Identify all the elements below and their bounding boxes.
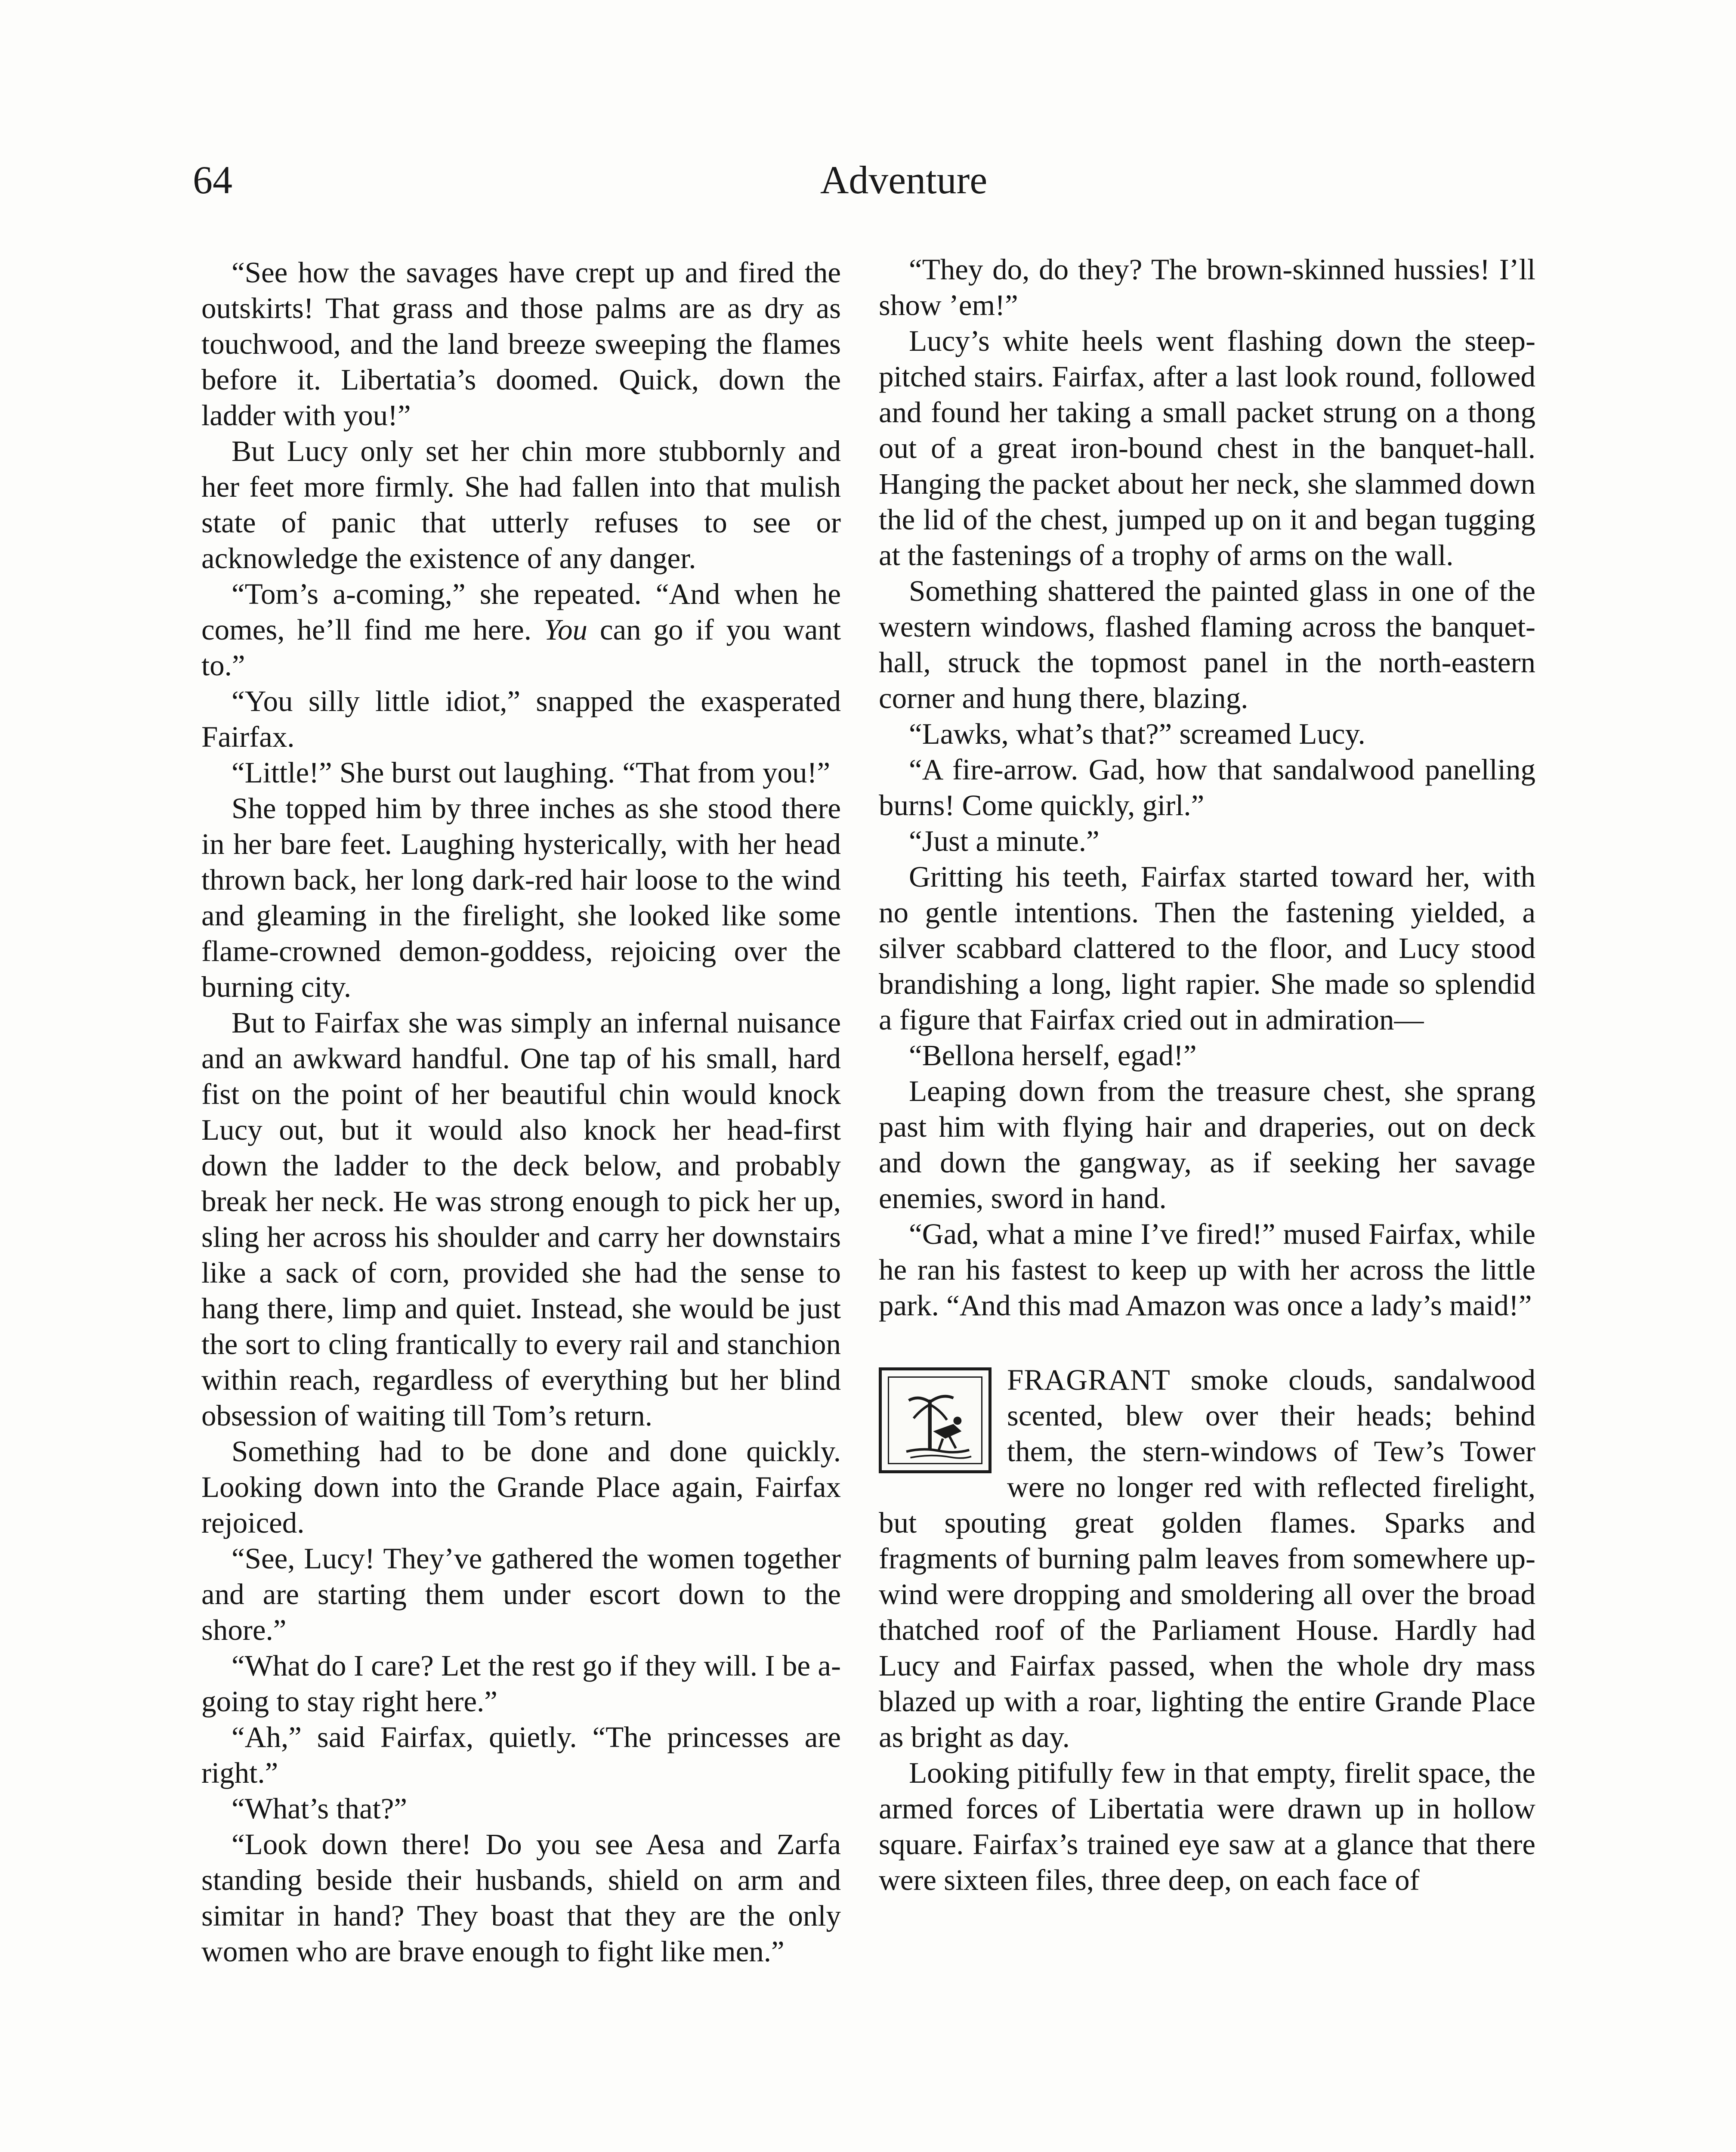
- paragraph: “What do I care? Let the rest go if they will. I be a-going to stay right here.”: [201, 1649, 841, 1718]
- paragraph: “Little!” She burst out laughing. “That from you!”: [232, 756, 831, 789]
- section-body-text: smoke clouds, sandalwood scented, blew over their heads; behind them, the stern-windows of Tew’s Tower were no longer red with reflected firelight, but spouting great golden flames. Sparks and fragments of burning palm leaves from somewhere up-wind were dropping and smoldering all over the broad thatched roof of the Parliament House. Hardly had Lucy and Fairfax passed, when the whole dry mass blazed up with a roar, lighting the entire Grande Place as bright as day.: [879, 1364, 1535, 1753]
- paragraph: “What’s that?”: [232, 1792, 408, 1825]
- paragraph: [201, 576, 841, 683]
- paragraph: “Gad, what a mine I’ve fired!” mused Fairfax, while he ran his fastest to keep up with her across the little park. “And this mad Amazon was once a lady’s maid!”: [879, 1218, 1535, 1322]
- paragraph: “Bellona herself, egad!”: [909, 1039, 1197, 1072]
- paragraph: “Ah,” said Fairfax, quietly. “The princesses are right.”: [201, 1721, 841, 1789]
- paragraph: “Just a minute.”: [909, 825, 1100, 857]
- section-lead-word: FRAGRANT: [1007, 1364, 1171, 1396]
- paragraph: “You silly little idiot,” snapped the exasperated Fairfax.: [201, 685, 841, 753]
- running-title: Adventure: [820, 158, 988, 202]
- ornamental-initial-icon: [879, 1367, 992, 1473]
- page-number: 64: [193, 158, 232, 202]
- paragraph: But to Fairfax she was simply an infernal nuisance and an awkward handful. One tap of his small, hard fist on the point of her beautiful chin would knock Lucy out, but it would also knock her head-first down the ladder to the deck below, and probably break her neck. He was strong enough to pick her up, sling her across his shoulder and carry her downstairs like a sack of corn, provided she had the sense to hang there, limp and quiet. Instead, she would be just the sort to cling frantically to every rail and stanchion within reach, regardless of everything but her blind obsession of waiting till Tom’s return.: [201, 1006, 841, 1432]
- right-column: [879, 252, 1535, 1898]
- paragraph: Lucy’s white heels went flashing down the steep-pitched stairs. Fairfax, after a last look round, followed and found her taking a small packet strung on a thong out of a great iron-bound chest in the banquet-hall. Hanging the packet about her neck, she slammed down the lid of the chest, jumped up on it and began tugging at the fastenings of a trophy of arms on the wall.: [879, 325, 1535, 572]
- paragraph: Gritting his teeth, Fairfax started toward her, with no gentle intentions. Then the fastening yielded, a silver scabbard clattered to the floor, and Lucy stood brandishing a long, light rapier. She made so splendid a figure that Fairfax cried out in admiration—: [879, 860, 1535, 1036]
- paragraph: “They do, do they? The brown-skinned hussies! I’ll show ’em!”: [879, 253, 1535, 322]
- paragraph-text: “Tom’s a-coming,” she repeated. “And when he comes, he’ll find me here.: [201, 578, 841, 646]
- paragraph: “A fire-arrow. Gad, how that sandalwood panelling burns! Come quickly, girl.”: [879, 753, 1535, 822]
- left-column: [201, 255, 841, 1970]
- paragraph: She topped him by three inches as she stood there in her bare feet. Laughing hysterically, with her head thrown back, her long dark-red hair loose to the wind and gleaming in the firelight, she looked like some flame-crowned demon-goddess, rejoicing over the burning city.: [201, 792, 841, 1003]
- paragraph: “Lawks, what’s that?” screamed Lucy.: [909, 717, 1365, 750]
- italic-word: You: [544, 613, 587, 646]
- paragraph-text: can: [599, 613, 641, 646]
- paragraph: “See, Lucy! They’ve gathered the women together and are starting them under escort down to the shore.”: [201, 1542, 841, 1646]
- section-opening-paragraph: [879, 1362, 1535, 1755]
- paragraph: “Look down there! Do you see Aesa and Zarfa standing beside their husbands, shield on arm and simitar in hand? They boast that they are the only women who are brave enough to fight like men.”: [201, 1828, 841, 1968]
- paragraph: Looking pitifully few in that empty, firelit space, the armed forces of Libertatia were drawn up in hollow square. Fairfax’s trained eye saw at a glance that there were sixteen files, three deep, on each face of: [879, 1756, 1535, 1896]
- paragraph: “See how the savages have crept up and fired the outskirts! That grass and those palms are as dry as touchwood, and the land breeze sweeping the flames before it. Libertatia’s doomed. Quick, down the ladder with you!”: [201, 256, 841, 432]
- paragraph: Something had to be done and done quickly. Looking down into the Grande Place again, Fairfax rejoiced.: [201, 1435, 841, 1539]
- paragraph-text: go if you want to.”: [201, 613, 841, 682]
- paragraph: But Lucy only set her chin more stubbornly and her feet more firmly. She had fallen into that mulish state of panic that utterly refuses to see or acknowledge the existence of any danger.: [201, 435, 841, 575]
- paragraph: Leaping down from the treasure chest, she sprang past him with flying hair and draperies, out on deck and down the gangway, as if seeking her savage enemies, sword in hand.: [879, 1075, 1535, 1215]
- paragraph: Something shattered the painted glass in one of the western windows, flashed flaming across the banquet-hall, struck the topmost panel in the north-eastern corner and hung there, blazing.: [879, 575, 1535, 714]
